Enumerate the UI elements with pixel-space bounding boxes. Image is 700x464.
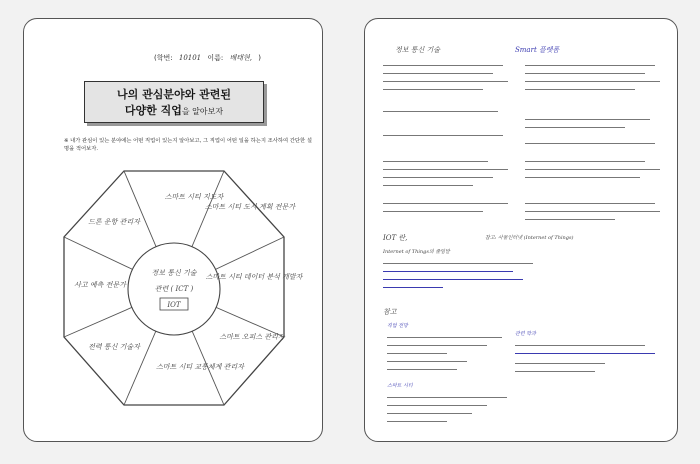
notes-page bbox=[364, 18, 678, 442]
notes-sub1: 직업 전망 bbox=[387, 323, 408, 329]
student-id-label: (학번: bbox=[154, 54, 173, 62]
notes-iot-side: 참고: 사물인터넷 (Internet of Things) bbox=[485, 235, 574, 241]
notes-sub3: 스마트 시티 bbox=[387, 383, 413, 389]
handwritten-notes bbox=[365, 19, 677, 441]
student-name-value: 배태현, bbox=[229, 54, 253, 62]
octagon-item-1: 스마트 시티 지도자 bbox=[164, 193, 224, 201]
title-line2: 다양한 직업을 알아보자 bbox=[124, 104, 224, 117]
career-octagon bbox=[62, 169, 303, 409]
octagon-item-2: 스마트 시티 도시 계획 전문가 bbox=[204, 203, 296, 211]
notes-sub2: 관련 학과 bbox=[515, 331, 536, 337]
student-info-close: ) bbox=[258, 54, 261, 62]
student-id-value: 10101 bbox=[178, 54, 202, 62]
octagon-item-6: 전력 통신 기술자 bbox=[88, 343, 140, 351]
notes-reference-heading: 참고 bbox=[383, 308, 397, 316]
notes-heading-side: Smart 플랫폼 bbox=[515, 46, 560, 54]
notes-iot-heading: IOT 란, bbox=[383, 234, 408, 242]
octagon-item-7: 사고 예측 전문가 bbox=[74, 281, 126, 289]
worksheet-title bbox=[84, 81, 264, 123]
octagon-item-4: 스마트 오피스 관리자 bbox=[219, 333, 285, 341]
octagon-item-5: 스마트 시티 교통체계 관리자 bbox=[156, 363, 244, 371]
octagon-item-3: 스마트 시티 데이터 분석 개발자 bbox=[205, 273, 303, 281]
student-info bbox=[154, 53, 261, 63]
center-line1: 정보 통신 기술 bbox=[151, 269, 197, 277]
instruction-text: ※ 내가 관심이 있는 분야에는 어떤 직업이 있는지 알아보고, 그 직업이 어떤 일을 하는지 조사하여 간단한 설명을 적어보자. bbox=[64, 138, 312, 152]
center-line3: IOT bbox=[167, 301, 181, 309]
student-name-label: 이름: bbox=[207, 54, 224, 62]
notes-heading-top: 정보 통신 기술 bbox=[395, 46, 441, 54]
title-line1: 나의 관심분야와 관련된 bbox=[117, 88, 231, 101]
worksheet-page bbox=[23, 18, 323, 442]
octagon-item-8: 드론 운항 관리자 bbox=[88, 218, 140, 226]
center-line2: 관련 ( ICT ) bbox=[154, 285, 194, 293]
notes-iot-definition: Internet of Things의 줄임말 bbox=[383, 249, 450, 255]
